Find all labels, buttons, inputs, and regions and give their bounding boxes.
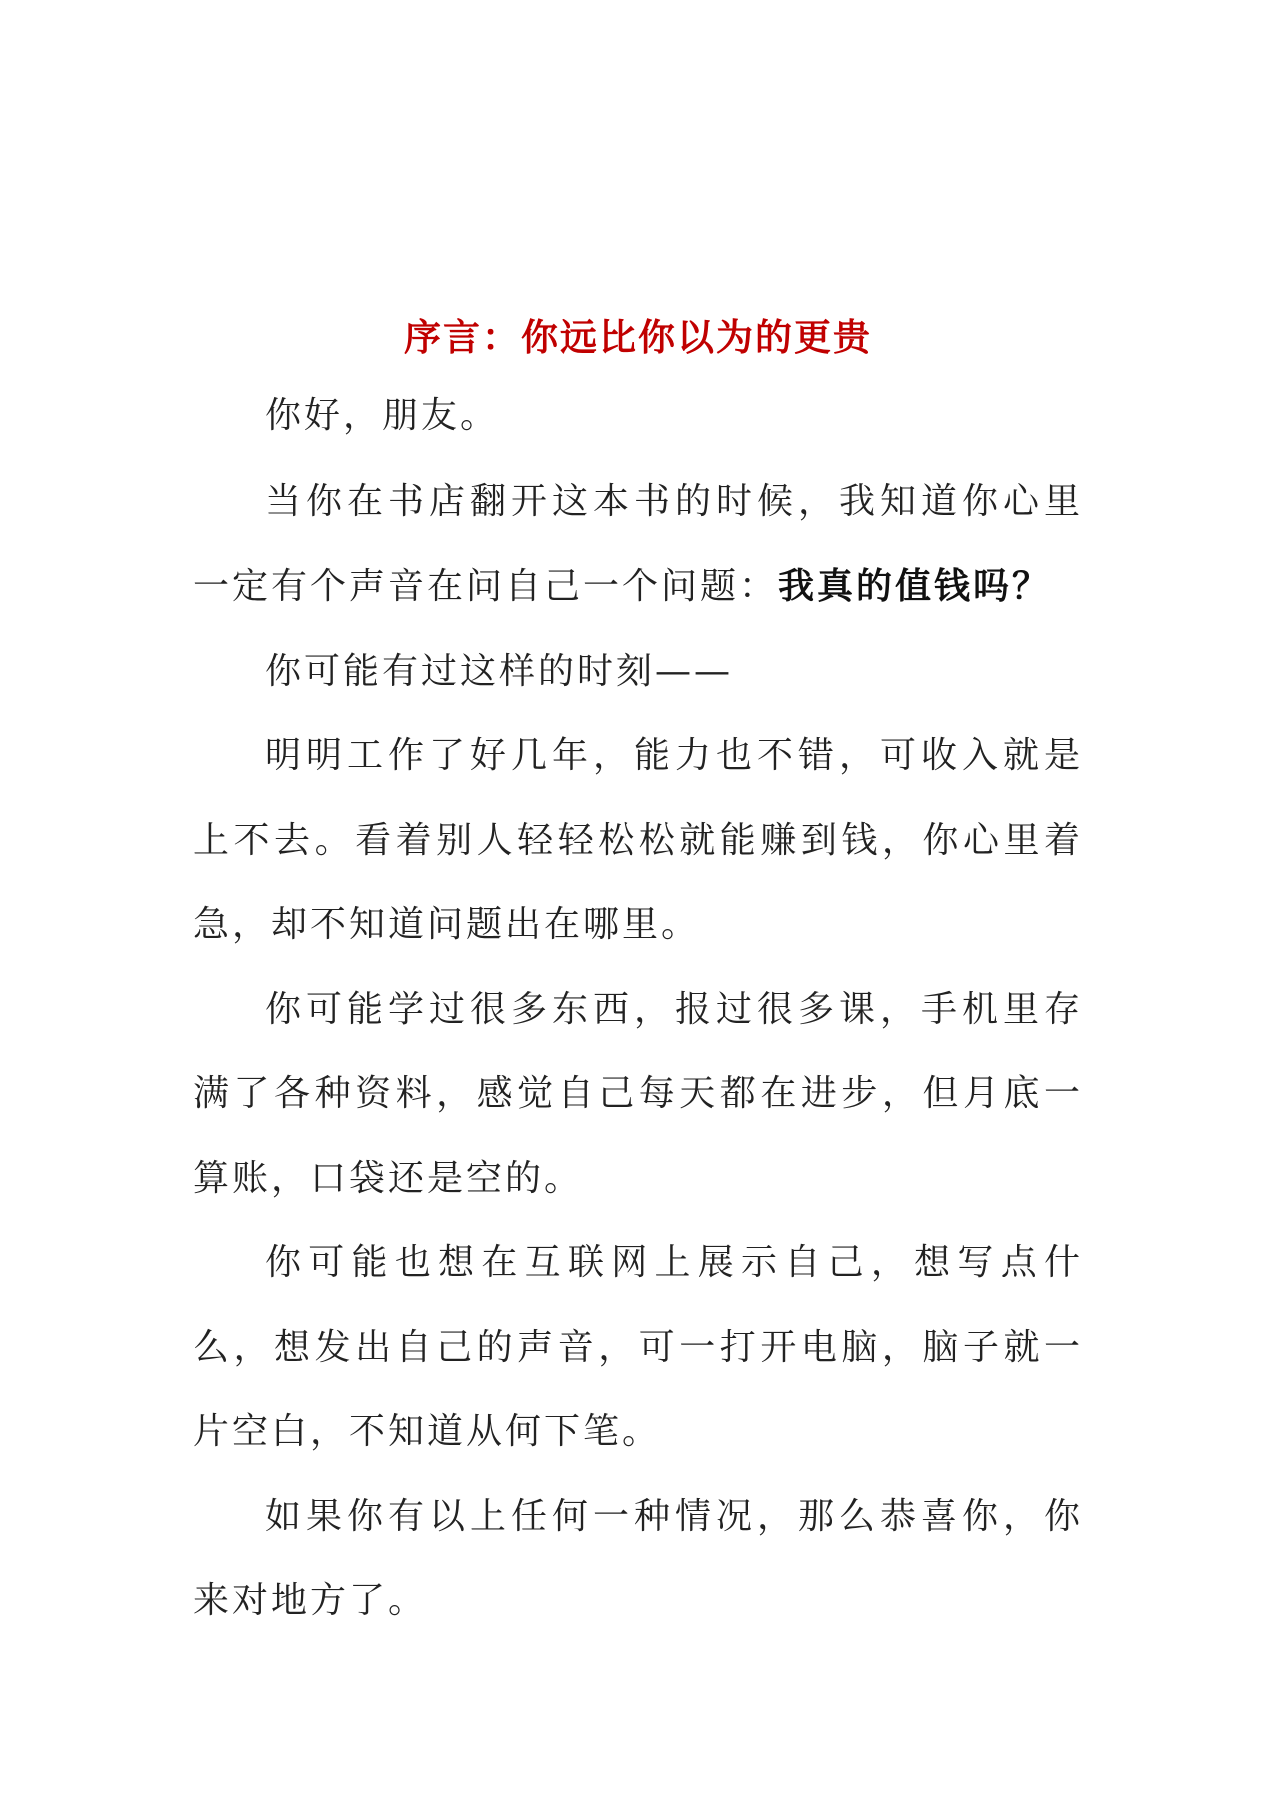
document-body [193,300,1083,1644]
paragraph-text: 明明工作了好几年，能力也不错，可收入就是上不去。看着别人轻轻松松就能赚到钱，你心里着急，却不知道问题出在哪里。 [193,735,1083,945]
paragraph-greeting [193,374,1083,459]
paragraph-learning [193,968,1083,1222]
chapter-title: 序言：你远比你以为的更贵 [404,315,872,359]
paragraph-moments [193,630,1083,715]
paragraph-text: 当你在书店翻开这本书的时候，我知道你心里一定有个声音在问自己一个问题： [193,480,1083,607]
paragraph-text: 如果你有以上任何一种情况，那么恭喜你，你来对地方了。 [193,1495,1083,1621]
paragraph-text: 你可能也想在互联网上展示自己，想写点什么，想发出自己的声音，可一打开电脑，脑子就一片空白，不知道从何下笔。 [193,1242,1083,1452]
paragraph-text: 你好，朋友。 [265,395,500,436]
paragraph-writing [193,1221,1083,1475]
paragraph-question [193,460,1083,630]
emphasized-question: 我真的值钱吗？ [778,565,1052,607]
paragraph-income [193,714,1083,968]
paragraph-text: 你可能有过这样的时刻—— [265,650,734,692]
paragraph-congrats [193,1475,1083,1644]
paragraph-text: 你可能学过很多东西，报过很多课，手机里存满了各种资料，感觉自己每天都在进步，但月底一算账，口袋还是空的。 [193,988,1083,1199]
